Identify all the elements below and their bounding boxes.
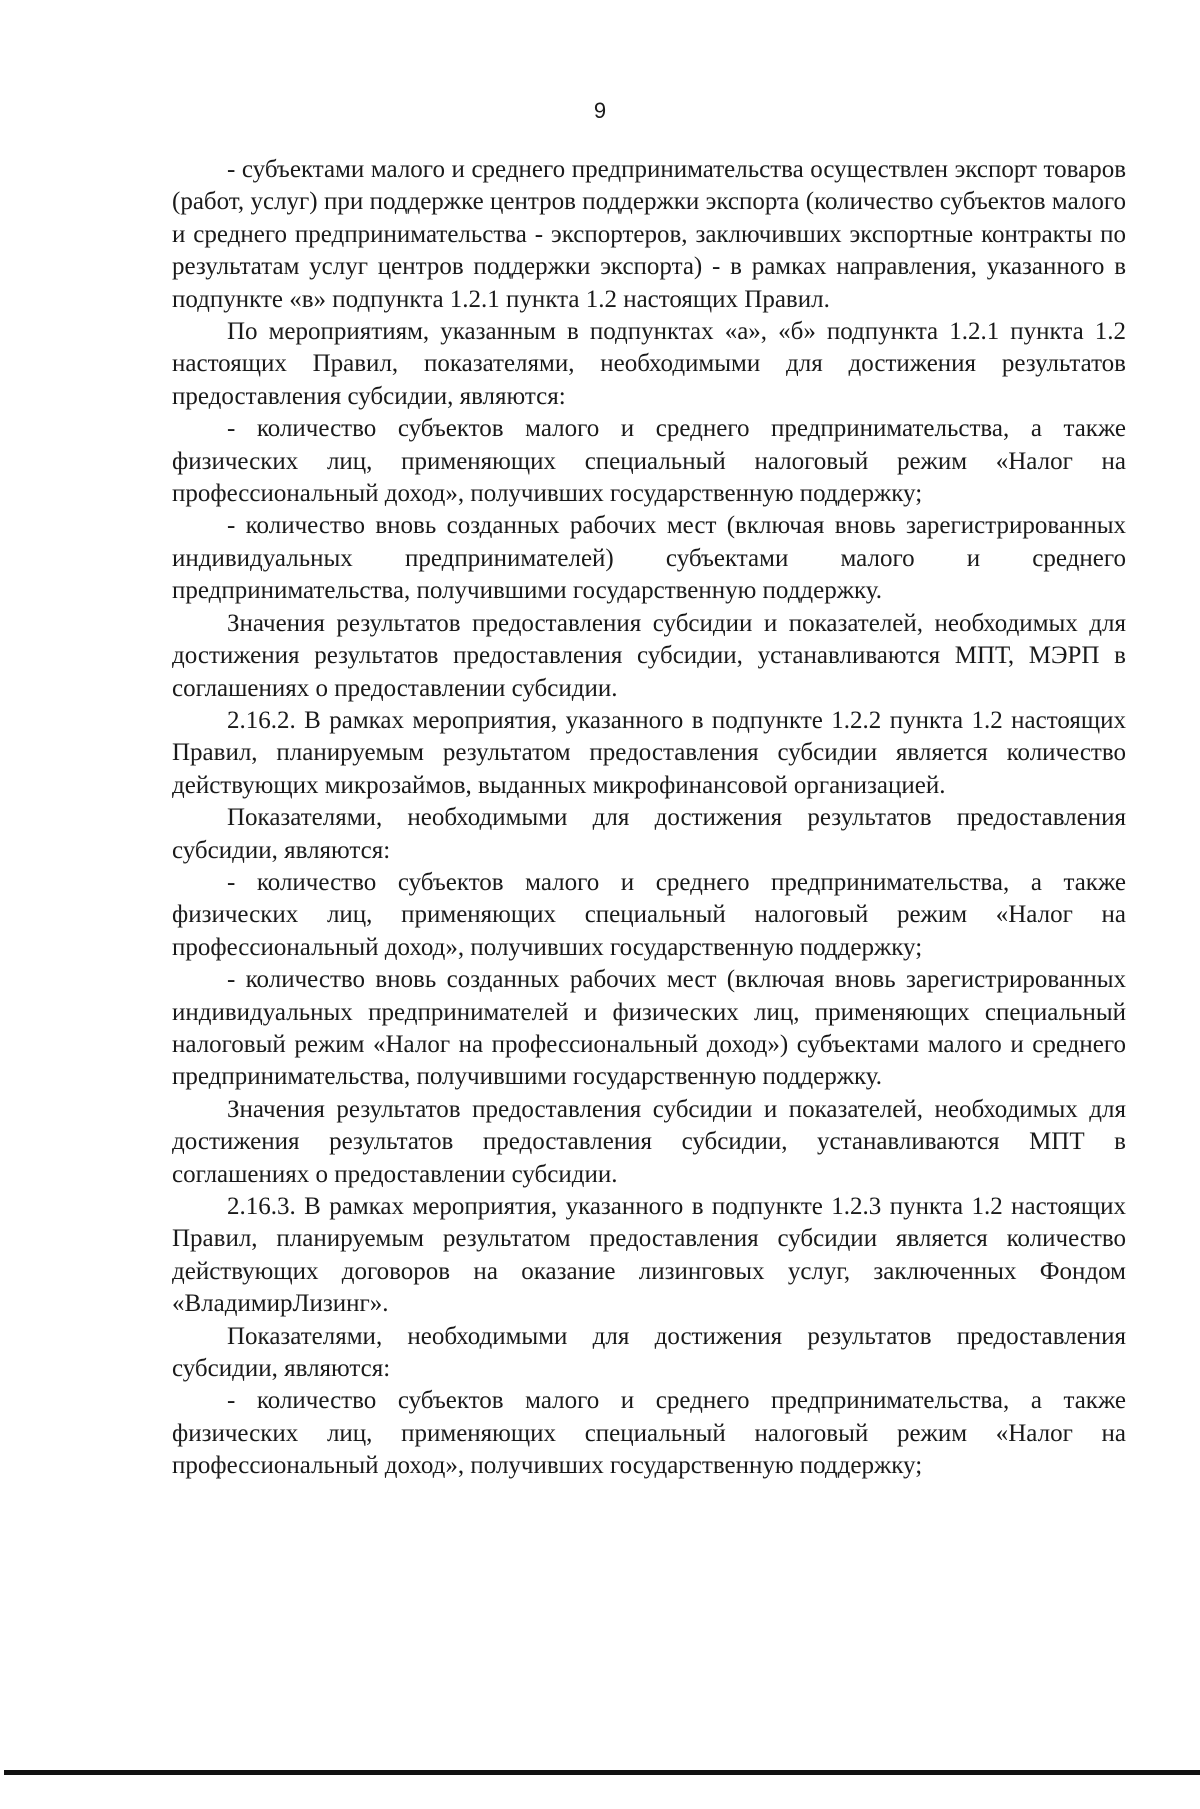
page-number: 9 <box>593 98 607 123</box>
paragraph-values-set-mpt: Значения результатов предоставления субсидии и показателей, необходимых для достижения результатов предоставления субсидии, устанавливаются МПТ в соглашениях о предоставлении субсидии. <box>172 1095 1126 1188</box>
document-body <box>172 154 1126 1483</box>
paragraph-export-indicator: - субъектами малого и среднего предпринимательства осуществлен экспорт товаров (работ, услуг) при поддержке центров поддержки экспорта (количество субъектов малого и среднего предпринимательства - экспортеров, заключивших экспортные контракты по результатам услуг центров поддержки экспорта) - в рамках направления, указанного в подпункте «в» подпункта 1.2.1 пункта 1.2 настоящих Правил. <box>172 156 1126 313</box>
paragraph-indicators-intro-3: Показателями, необходимыми для достижения результатов предоставления субсидии, являются: <box>172 1322 1126 1383</box>
paragraph-values-set-mpt-merp: Значения результатов предоставления субсидии и показателей, необходимых для достижения результатов предоставления субсидии, устанавливаются МПТ, МЭРП в соглашениях о предоставлении субсидии. <box>172 609 1126 702</box>
paragraph-clause-2-16-2: 2.16.2. В рамках мероприятия, указанного в подпункте 1.2.2 пункта 1.2 настоящих Правил, планируемым результатом предоставления субсидии является количество действующих микрозаймов, выданных микрофинансовой организацией. <box>172 706 1126 799</box>
bottom-rule-divider <box>4 1770 1200 1775</box>
paragraph-indicator-supported-entities-2: - количество субъектов малого и среднего предпринимательства, а также физических лиц, применяющих специальный налоговый режим «Налог на профессиональный доход», получивших государственную поддержку; <box>172 868 1126 961</box>
paragraph-indicators-intro-2: Показателями, необходимыми для достижения результатов предоставления субсидии, являются: <box>172 804 1126 864</box>
paragraph-indicator-new-jobs-1: - количество вновь созданных рабочих мест (включая вновь зарегистрированных индивидуальных предпринимателей) субъектами малого и среднего предпринимательства, получившими государственную поддержку. <box>172 512 1126 605</box>
paragraph-indicator-supported-entities-1: - количество субъектов малого и среднего предпринимательства, а также физических лиц, применяющих специальный налоговый режим «Налог на профессиональный доход», получивших государственную поддержку; <box>172 415 1126 508</box>
paragraph-indicator-new-jobs-2: - количество вновь созданных рабочих мест (включая вновь зарегистрированных индивидуальных предпринимателей и физических лиц, применяющих специальный налоговый режим «Налог на профессиональный доход») субъектами малого и среднего предпринимательства, получившими государственную поддержку. <box>172 966 1126 1091</box>
paragraph-indicators-intro-1-2-1: По мероприятиям, указанным в подпунктах «а», «б» подпункта 1.2.1 пункта 1.2 настоящих Правил, показателями, необходимыми для достижения результатов предоставления субсидии, являются: <box>172 318 1126 410</box>
paragraph-clause-2-16-3: 2.16.3. В рамках мероприятия, указанного в подпункте 1.2.3 пункта 1.2 настоящих Правил, планируемым результатом предоставления субсидии является количество действующих договоров на оказание лизинговых услуг, заключенных Фондом «ВладимирЛизинг». <box>172 1193 1126 1318</box>
paragraph-indicator-supported-entities-3: - количество субъектов малого и среднего предпринимательства, а также физических лиц, применяющих специальный налоговый режим «Налог на профессиональный доход», получивших государственную поддержку; <box>172 1387 1126 1480</box>
